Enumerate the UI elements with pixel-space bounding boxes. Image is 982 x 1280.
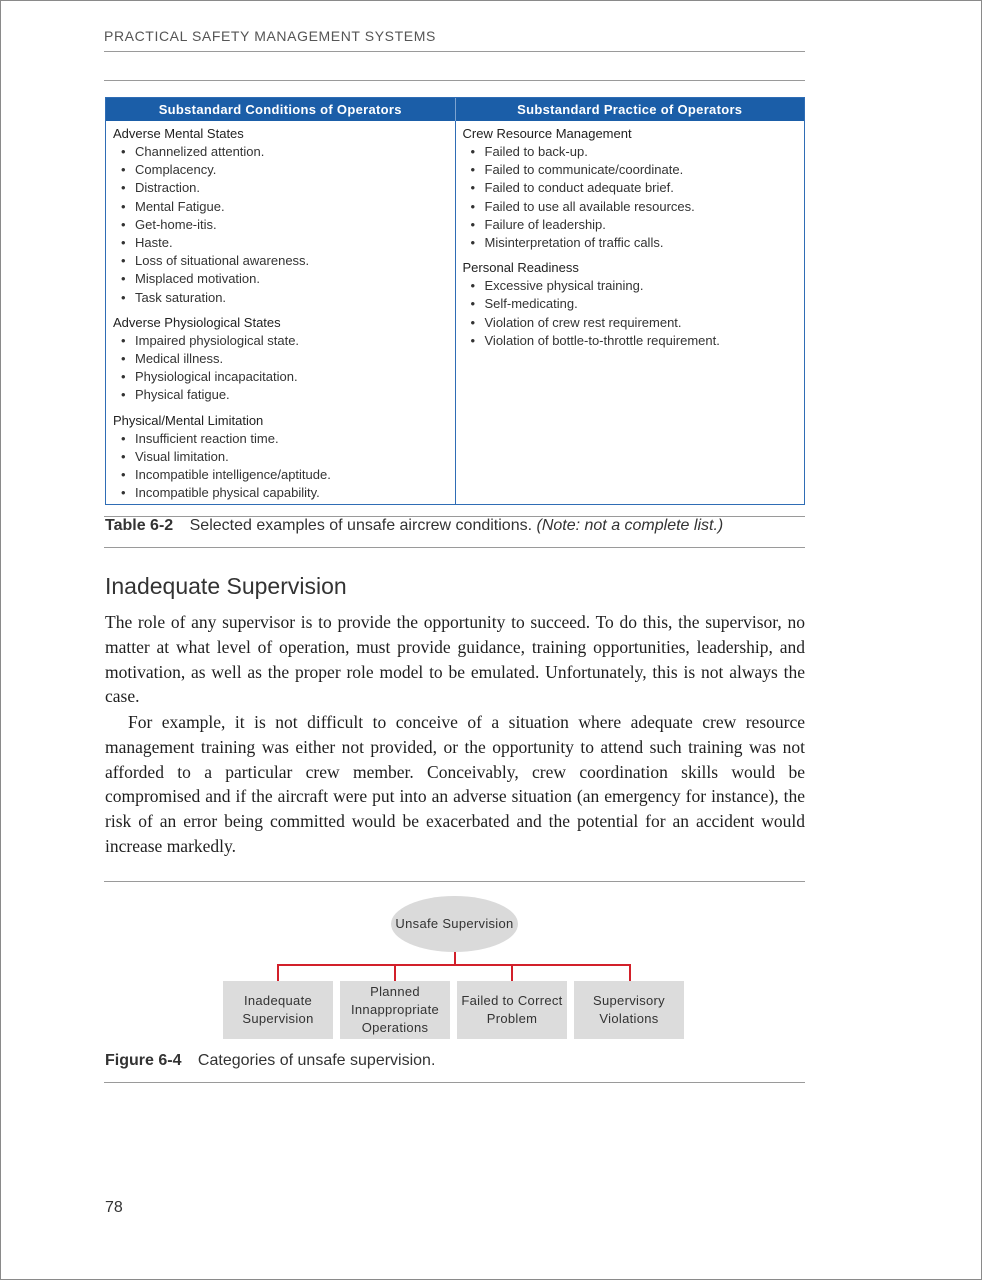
table-group-title: Adverse Mental States — [113, 126, 244, 141]
header-rule — [104, 51, 805, 52]
table-list-item: • Excessive physical training. — [463, 277, 797, 295]
table-top-rule — [104, 80, 805, 81]
diagram-root-node: Unsafe Supervision — [391, 896, 518, 952]
table-list-item: • Physical fatigue. — [113, 386, 447, 404]
table-header-row — [106, 98, 804, 121]
table-list-item: • Failed to back-up. — [463, 143, 797, 161]
figure-caption — [105, 1052, 435, 1070]
diagram-connector — [277, 964, 631, 966]
table-column-conditions — [106, 121, 456, 504]
table-caption — [105, 517, 723, 535]
table-list-item: • Failure of leadership. — [463, 216, 797, 234]
table-list-item: • Failed to communicate/coordinate. — [463, 161, 797, 179]
table-list-item: • Distraction. — [113, 179, 447, 197]
table-list-item: • Impaired physiological state. — [113, 332, 447, 350]
figure-caption-text: Categories of unsafe supervision. — [197, 1052, 436, 1069]
table-group-title: Adverse Physiological States — [113, 314, 281, 330]
table-group-list — [463, 143, 797, 252]
diagram-connector — [511, 964, 513, 981]
page-number: 78 — [105, 1199, 123, 1216]
diagram-connector — [277, 964, 279, 981]
diagram-connector — [394, 964, 396, 981]
diagram-child-node: Failed to Correct Problem — [457, 981, 567, 1039]
table-list-item: • Incompatible intelligence/aptitude. — [113, 466, 447, 484]
table-group-list — [113, 332, 447, 405]
table-list-item: • Complacency. — [113, 161, 447, 179]
table-caption-note: (Note: not a complete list.) — [536, 517, 724, 534]
figure-top-rule — [104, 881, 805, 882]
table-list-item: • Incompatible physical capability. — [113, 484, 447, 502]
table-list-item: • Mental Fatigue. — [113, 198, 447, 216]
table-group-list — [113, 143, 447, 307]
table-group-list — [463, 277, 797, 350]
table-list-item: • Haste. — [113, 234, 447, 252]
table-group-title: Crew Resource Management — [462, 126, 632, 141]
table-list-item: • Self-medicating. — [463, 295, 797, 313]
table-list-item: • Visual limitation. — [113, 448, 447, 466]
table-group — [113, 314, 447, 405]
table-caption-label: Table 6-2 — [105, 517, 174, 534]
table-list-item: • Misinterpretation of traffic calls. — [463, 234, 797, 252]
table-header-practice: Substandard Practice of Operators — [517, 102, 743, 117]
running-head: PRACTICAL SAFETY MANAGEMENT SYSTEMS — [104, 28, 436, 44]
table-list-item: • Loss of situational awareness. — [113, 252, 447, 270]
table-list-item: • Channelized attention. — [113, 143, 447, 161]
table-group-title: Personal Readiness — [462, 260, 579, 276]
table-list-item: • Violation of bottle-to-throttle requirement. — [463, 332, 797, 350]
table-list-item: • Misplaced motivation. — [113, 270, 447, 288]
table-list-item: • Get-home-itis. — [113, 216, 447, 234]
table-caption-text: Selected examples of unsafe aircrew conditions. — [189, 517, 533, 534]
table-column-practice — [456, 121, 805, 504]
body-paragraph: The role of any supervisor is to provide the opportunity to succeed. To do this, the supervisor, no matter at what level of operation, must provide guidance, training opportunities, leadership, and motivation, as well as the proper role model to be emulated. Unfortunately, this is not always the case. — [105, 612, 805, 707]
table-body — [106, 121, 804, 504]
diagram-child-node: Planned Innappropriate Operations — [340, 981, 450, 1039]
conditions-table — [105, 97, 805, 505]
table-group — [463, 125, 797, 252]
table-list-item: • Failed to use all available resources. — [463, 198, 797, 216]
diagram-child-node: Supervisory Violations — [574, 981, 684, 1039]
table-caption-bottom-rule — [104, 547, 805, 548]
table-list-item: • Failed to conduct adequate brief. — [463, 179, 797, 197]
figure-bottom-rule — [104, 1082, 805, 1083]
diagram-connector — [629, 964, 631, 981]
table-group-list — [113, 430, 447, 503]
section-heading: Inadequate Supervision — [105, 573, 347, 599]
table-list-item: • Violation of crew rest requirement. — [463, 314, 797, 332]
table-list-item: • Physiological incapacitation. — [113, 368, 447, 386]
diagram-child-node: Inadequate Supervision — [223, 981, 333, 1039]
table-header-conditions: Substandard Conditions of Operators — [106, 98, 456, 121]
table-group-title: Physical/Mental Limitation — [113, 412, 264, 428]
table-list-item: • Insufficient reaction time. — [113, 430, 447, 448]
table-group — [463, 259, 797, 350]
table-list-item: • Task saturation. — [113, 289, 447, 307]
table-list-item: • Medical illness. — [113, 350, 447, 368]
figure-caption-label: Figure 6-4 — [105, 1052, 182, 1069]
table-group — [113, 125, 447, 307]
table-group — [113, 412, 447, 503]
body-paragraph: For example, it is not difficult to conceive of a situation where adequate crew resource management training was either not provided, or the opportunity to attend such training was not afforded to a particular crew member. Conceivably, crew coordination skills would be compromised and if the aircraft were put into an adverse situation (an emergency for instance), the risk of an error being committed would be exacerbated and the potential for an accident would increase markedly. — [105, 712, 805, 856]
